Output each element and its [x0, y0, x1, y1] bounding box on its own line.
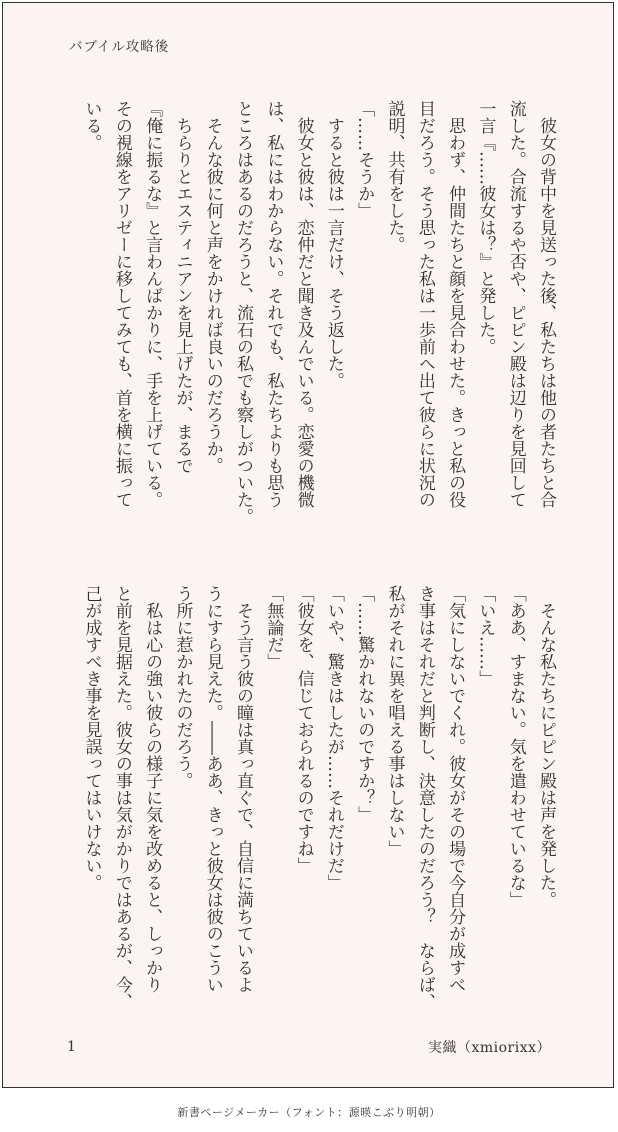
page-number: 1	[67, 1039, 76, 1055]
text-line: ちらりとエスティニアンを見上げたが、まるで	[172, 100, 193, 474]
text-line: 彼女の背中を見送った後、私たちは他の者たちと合	[536, 100, 556, 508]
text-line: は、私にはわからない。それでも、私たちよりも思う	[263, 100, 284, 508]
text-line: 「いえ……」	[475, 585, 496, 687]
text-line: 己が成すべき事を見誤ってはいけない。	[81, 585, 102, 891]
text-line: うにすら見えた。――ああ、きっと彼女は彼のこうい	[202, 585, 223, 993]
text-line: いる。	[81, 100, 102, 151]
text-line: 「気にしないでくれ。彼女がその場で今自分が成すべ	[445, 585, 466, 993]
text-line: 「いや、驚きはしたが……それだけだ」	[323, 585, 344, 891]
text-column-bottom	[76, 585, 561, 1045]
generator-credit: 新書ページメーカー（フォント：源暎こぶり明朝）	[177, 1106, 441, 1119]
text-line: 流した。合流するや否や、ピピン殿は辺りを見回して	[505, 100, 526, 508]
text-line: 「無論だ」	[263, 585, 284, 670]
running-header-title: バブイル攻略後	[69, 39, 170, 55]
text-line: そんな私たちにピピン殿は声を発した。	[536, 585, 556, 908]
author-credit: 実織（xmiorixx）	[427, 1040, 551, 1056]
book-page	[2, 2, 614, 1088]
text-line: 思わず、仲間たちと顔を見合わせた。きっと私の役	[445, 100, 466, 508]
text-line: その視線をアリゼーに移してみても、首を横に振って	[111, 100, 132, 508]
text-line: 目だろう。そう思った私は一歩前へ出て彼らに状況の	[414, 100, 435, 508]
text-line: 説明、共有をした。	[384, 100, 405, 253]
text-line: 「……驚かれないのですか？」	[354, 585, 375, 823]
text-line: 一言『……彼女は？』と発した。	[475, 100, 496, 355]
text-line: と前を見据えた。彼女の事は気がかりではあるが、今、	[111, 585, 132, 1010]
text-line: 「ああ、すまない。気を遣わせているな」	[505, 585, 526, 908]
text-column-top	[76, 100, 561, 560]
text-line: 「……そうか」	[354, 100, 375, 219]
text-line: 彼女と彼は、恋仲だと聞き及んでいる。恋愛の機微	[293, 100, 314, 508]
text-line: 『俺に振るな』と言わんばかりに、手を上げている。	[142, 100, 163, 508]
text-line: う所に惹かれたのだろう。	[172, 585, 193, 789]
text-line: そう言う彼の瞳は真っ直ぐで、自信に満ちているよ	[233, 585, 254, 993]
text-line: 私は心の強い彼らの様子に気を改めると、しっかり	[142, 585, 163, 993]
text-line: すると彼は一言だけ、そう返した。	[323, 100, 344, 389]
text-line: そんな彼に何と声をかければ良いのだろうか。	[202, 100, 223, 474]
text-line: 私がそれに異を唱える事はしない」	[384, 585, 405, 857]
text-line: ところはあるのだろうと、流石の私でも察しがついた。	[233, 100, 254, 525]
text-line: き事はそれだと判断し、決意したのだろう？ ならば、	[414, 585, 435, 1010]
text-line: 「彼女を、信じておられるのですね」	[293, 585, 314, 874]
